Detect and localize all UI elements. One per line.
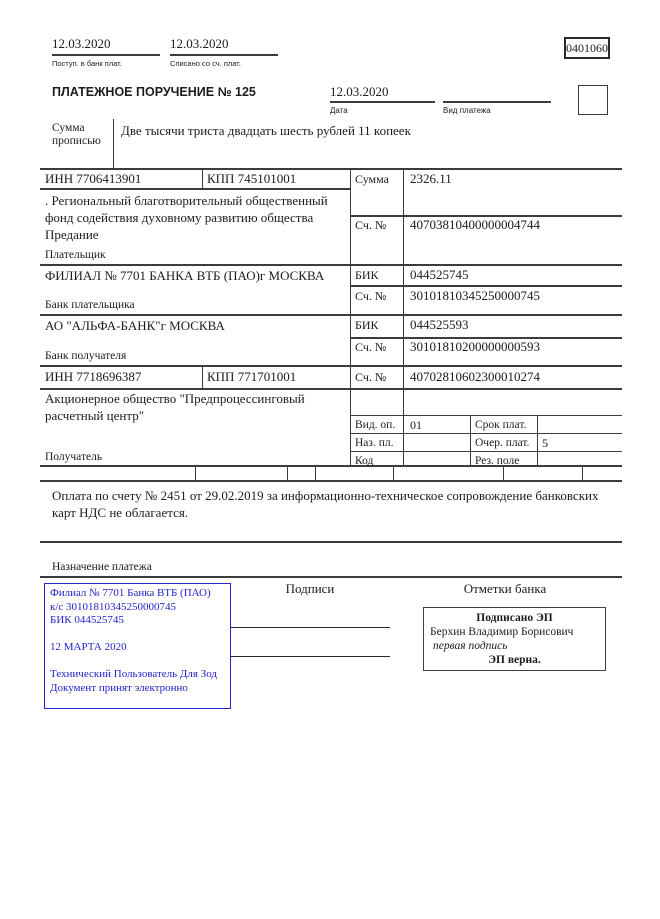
ep-signature-type: первая подпись <box>433 640 508 652</box>
table-line <box>40 264 622 266</box>
payer-inn: ИНН 7706413901 <box>45 171 142 186</box>
code-label: Код <box>355 455 374 467</box>
date-debited-underline <box>170 54 278 56</box>
payer-bank-account-label: Сч. № <box>355 289 387 303</box>
table-line <box>350 415 622 416</box>
table-line <box>582 465 583 480</box>
table-line <box>287 465 288 480</box>
due-date-label: Срок плат. <box>475 419 527 431</box>
purpose-code-label: Наз. пл. <box>355 437 394 449</box>
op-type-value: 01 <box>410 418 422 432</box>
payment-purpose-text: Оплата по счету № 2451 от 29.02.2019 за информационно-техническое сопровождение банковских карт НДС не облагается. <box>52 488 599 520</box>
table-line <box>202 365 203 388</box>
table-line <box>537 415 538 465</box>
ep-signed-title: Подписано ЭП <box>476 612 553 624</box>
amount-words-divider <box>113 119 114 168</box>
table-line <box>315 465 316 480</box>
payer-account: 40703810400000004744 <box>410 217 540 232</box>
table-line <box>40 168 622 170</box>
table-line <box>470 415 471 465</box>
date-debited-label: Списано со сч. плат. <box>170 59 241 68</box>
beneficiary-bank-label: Банк получателя <box>45 350 127 362</box>
stamp-line <box>50 655 225 669</box>
beneficiary-bank-bik: 044525593 <box>410 317 469 332</box>
beneficiary-kpp: КПП 771701001 <box>207 369 297 384</box>
table-line <box>403 168 404 465</box>
sum-value: 2326.11 <box>410 171 452 186</box>
document-title: ПЛАТЕЖНОЕ ПОРУЧЕНИЕ № 125 <box>52 85 256 99</box>
signature-line-2 <box>230 656 390 657</box>
stamp-line: 12 МАРТА 2020 <box>50 641 127 653</box>
payer-name: . Региональный благотворительный общественный фонд содействия духовному развитию общества Предание <box>45 193 328 242</box>
stamp-line <box>50 628 225 642</box>
sum-label: Сумма <box>355 172 389 186</box>
doc-date-label: Дата <box>330 106 348 115</box>
payer-bank-bik-label: БИК <box>355 268 379 282</box>
okud-form-code: 0401060 <box>564 37 610 59</box>
purpose-bottom-line <box>40 576 622 578</box>
stamp-line: Документ принят электронно <box>50 681 188 694</box>
table-line <box>40 314 622 316</box>
payer-kpp: КПП 745101001 <box>207 171 297 186</box>
stamp-line: БИК 044525745 <box>50 614 124 626</box>
payer-bank-bik: 044525745 <box>410 267 469 282</box>
beneficiary-name: Акционерное общество "Предпроцессинговый расчетный центр" <box>45 391 305 423</box>
reserve-field-label: Рез. поле <box>475 455 520 467</box>
beneficiary-label: Получатель <box>45 451 103 463</box>
payment-purpose-label: Назначение платежа <box>52 561 152 573</box>
beneficiary-bank-account-label: Сч. № <box>355 340 387 354</box>
payer-bank-label: Банк плательщика <box>45 299 135 311</box>
table-line <box>350 285 622 287</box>
beneficiary-bank-bik-label: БИК <box>355 318 379 332</box>
tax-fields-row <box>40 465 622 480</box>
purpose-top-line <box>40 541 622 543</box>
table-line <box>350 433 622 434</box>
beneficiary-bank-name: АО "АЛЬФА-БАНК"г МОСКВА <box>45 318 225 333</box>
signatures-heading: Подписи <box>285 581 335 596</box>
payer-bank-name: ФИЛИАЛ № 7701 БАНКА ВТБ (ПАО)г МОСКВА <box>45 268 325 283</box>
electronic-signature-box <box>423 607 606 671</box>
beneficiary-account: 40702810602300010274 <box>410 369 540 384</box>
main-table <box>40 168 622 465</box>
beneficiary-account-label: Сч. № <box>355 370 387 384</box>
table-line <box>503 465 504 480</box>
doc-date: 12.03.2020 <box>330 84 389 99</box>
payment-type-label: Вид платежа <box>443 106 491 115</box>
payment-type-underline <box>443 101 551 103</box>
payer-bank-account: 30101810345250000745 <box>410 288 540 303</box>
table-line <box>350 451 622 452</box>
payer-label: Плательщик <box>45 249 106 261</box>
table-line <box>195 465 196 480</box>
date-received-label: Поступ. в банк плат. <box>52 59 122 68</box>
stamp-line: Технический Пользователь Для Зод <box>50 668 218 680</box>
priority-value: 5 <box>542 436 548 450</box>
table-line <box>40 188 350 190</box>
amount-words-value: Две тысячи триста двадцать шесть рублей 11 копеек <box>121 123 411 138</box>
ep-verified-text: ЭП верна. <box>488 654 541 666</box>
signature-line-1 <box>230 627 390 628</box>
stamp-line: Филиал № 7701 Банка ВТБ (ПАО) <box>50 587 211 599</box>
payer-account-label: Сч. № <box>355 218 387 232</box>
beneficiary-inn: ИНН 7718696387 <box>45 369 142 384</box>
table-line <box>202 168 203 188</box>
table-line <box>40 365 622 367</box>
status-square-box <box>578 85 608 115</box>
priority-label: Очер. плат. <box>475 437 530 449</box>
beneficiary-bank-account: 30101810200000000593 <box>410 339 540 354</box>
date-debited: 12.03.2020 <box>170 36 229 51</box>
table-line <box>40 480 622 482</box>
doc-date-underline <box>330 101 435 103</box>
date-received-bank: 12.03.2020 <box>52 36 111 51</box>
bank-electronic-stamp <box>44 583 231 709</box>
table-line <box>350 168 351 465</box>
ep-signer-name: Берхин Владимир Борисович <box>430 626 574 638</box>
table-line <box>393 465 394 480</box>
date-received-underline <box>52 54 160 56</box>
op-type-label: Вид. оп. <box>355 419 396 431</box>
stamp-line: к/с 30101810345250000745 <box>50 600 177 613</box>
bank-marks-heading: Отметки банка <box>463 581 547 596</box>
amount-words-label: Сумма прописью <box>52 122 101 147</box>
